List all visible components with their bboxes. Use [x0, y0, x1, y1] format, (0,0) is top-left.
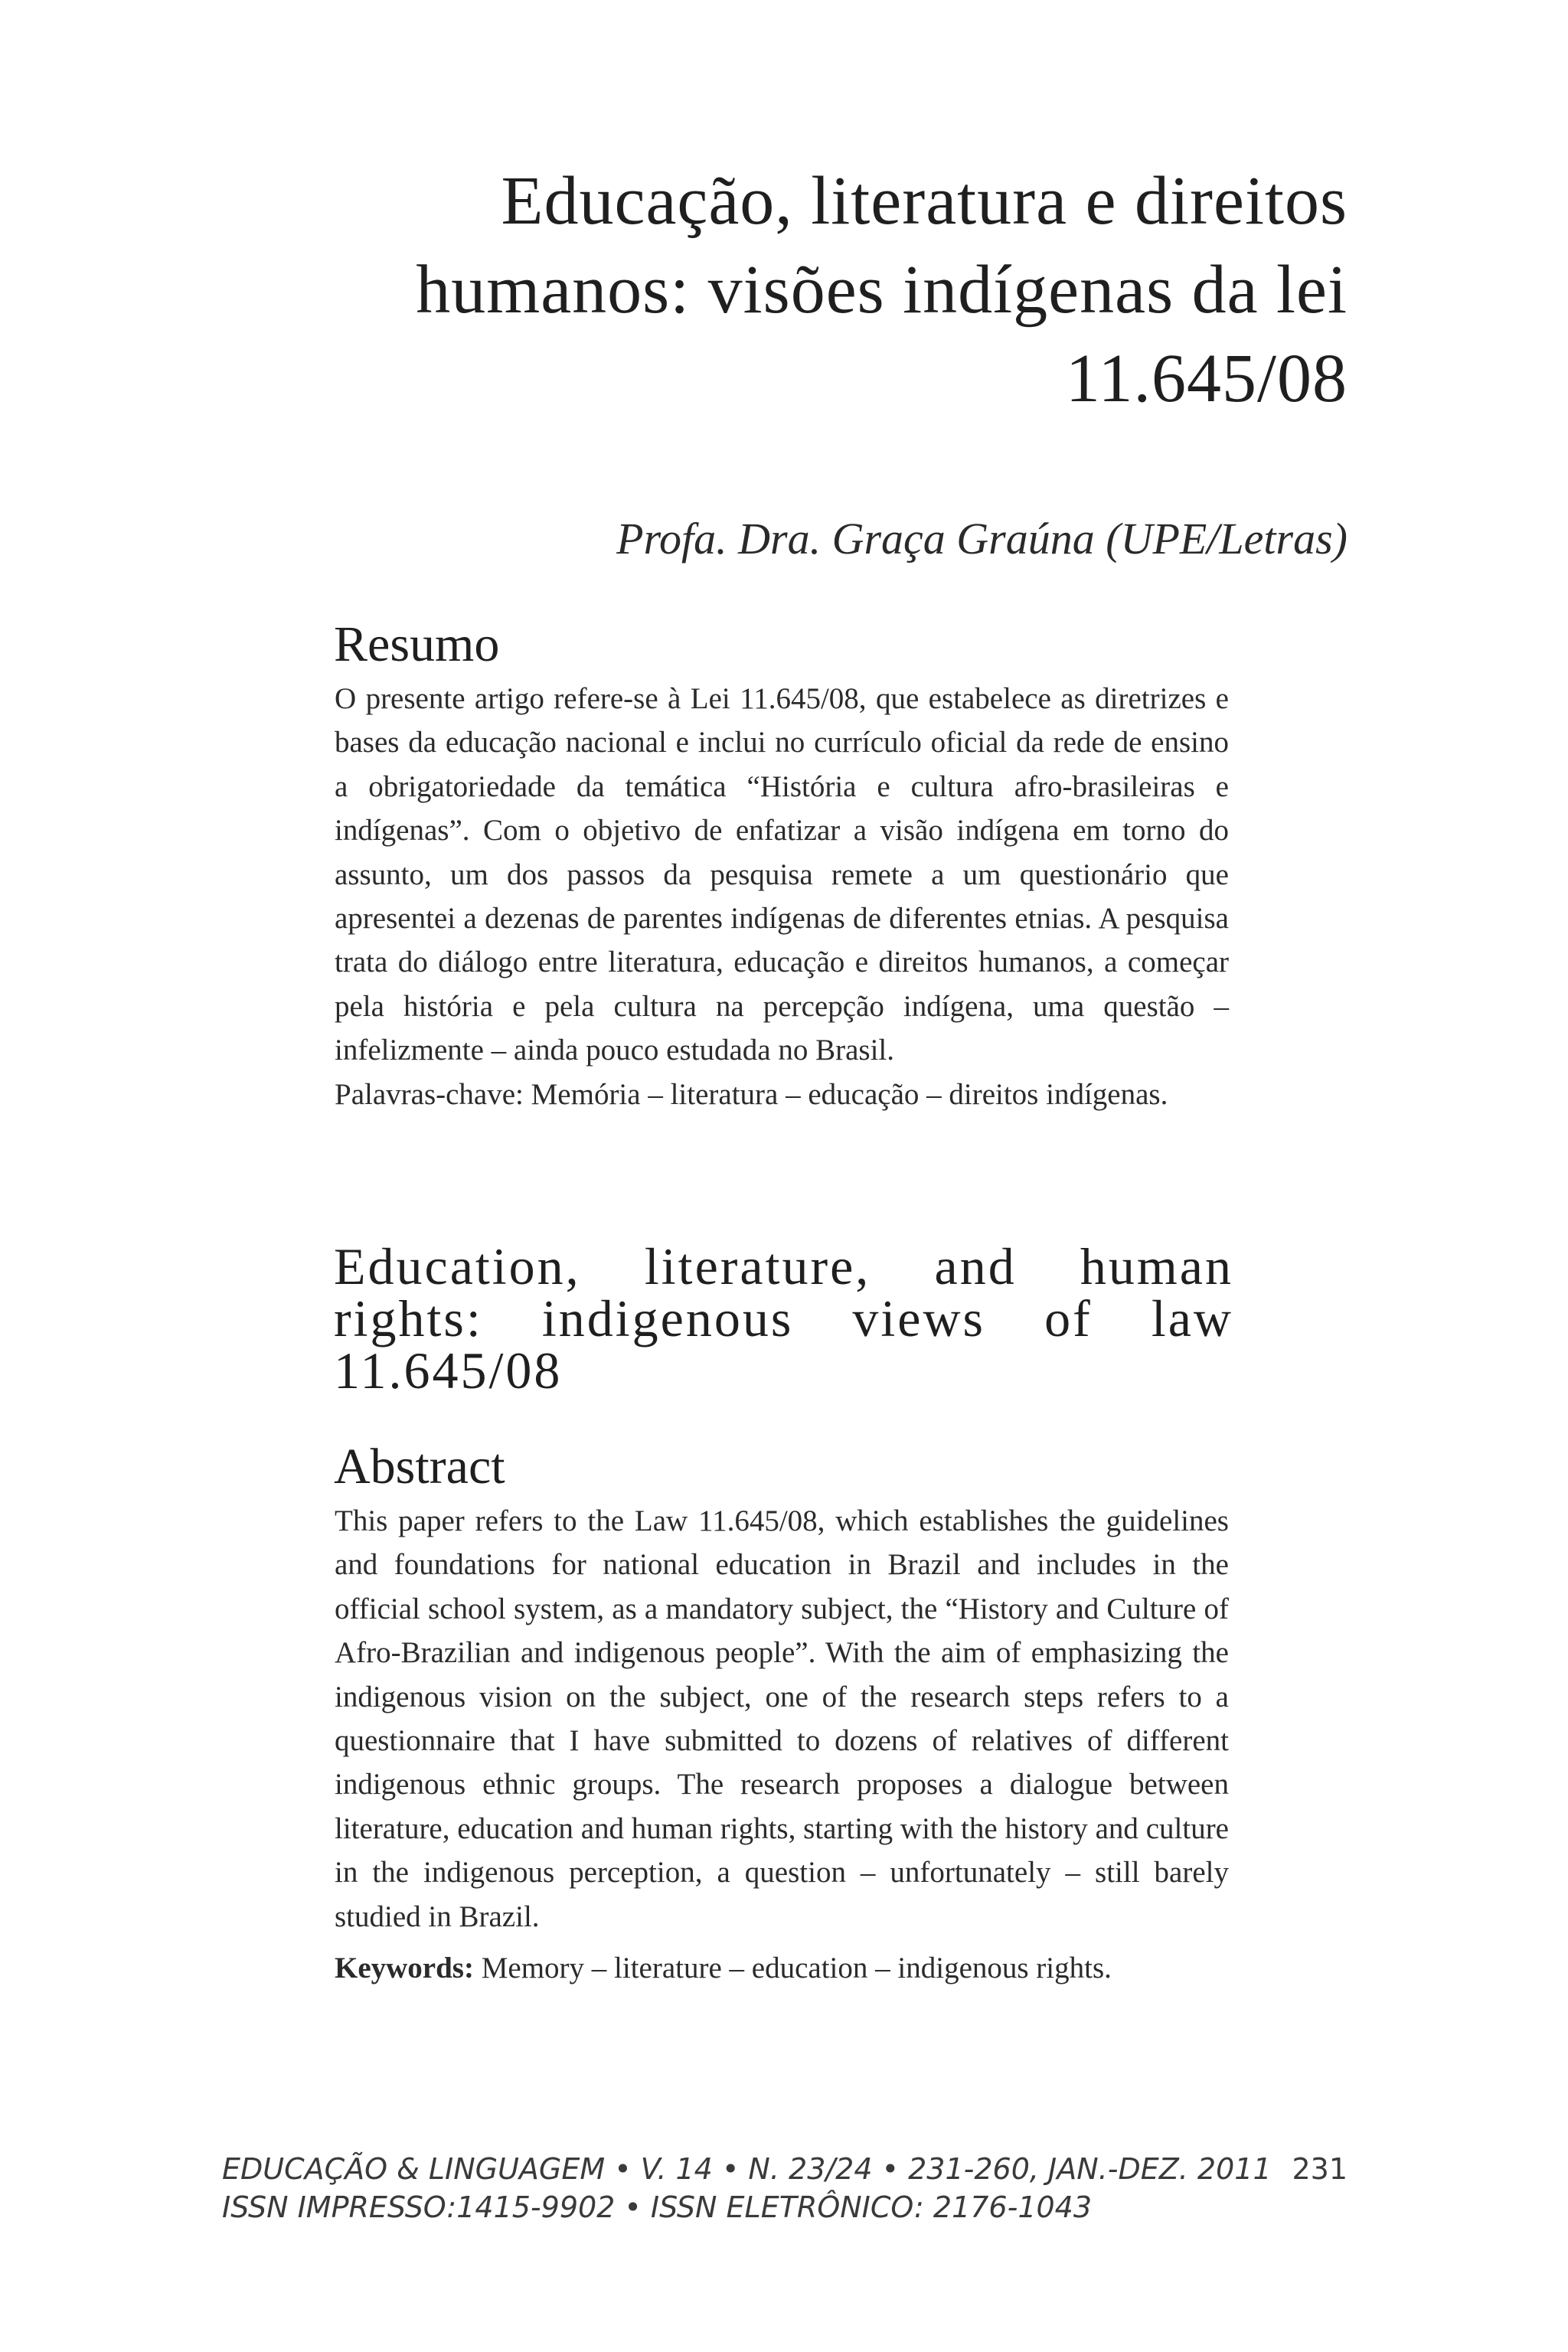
- footer-issn-line: ISSN IMPRESSO:1415-9902 • ISSN ELETRÔNICO: 2176-1043: [222, 2190, 1093, 2224]
- abstract-body: This paper refers to the Law 11.645/08, which establishes the guidelines and foundations for national education in Brazil and includes in the official school system, as a mandatory subject, the “History and Culture of Afro-Brazilian and indigenous people”. With the aim of emphasizing the indigenous vision on the subject, one of the research steps refers to a questionnaire that I have submitted to dozens of relatives of different indigenous ethnic groups. The research proposes a dialogue between literature, education and human rights, starting with the history and culture in the indigenous perception, a question – unfortunately – still barely studied in Brazil.: [335, 1504, 1229, 1933]
- abstract-section: [335, 1499, 1229, 1992]
- abstract-keywords: [335, 1945, 1229, 1992]
- title-line-2: humanos: visões indígenas da lei: [416, 252, 1348, 328]
- resumo-body: O presente artigo refere-se à Lei 11.645/08, que estabelece as diretrizes e bases da educação nacional e inclui no currículo oficial da rede de ensino a obrigatoriedade da temática “História e cultura afro-brasileiras e indígenas”. Com o objetivo de enfatizar a visão indígena em torno do assunto, um dos passos da pesquisa remete a um questionário que apresentei a dezenas de parentes indígenas de diferentes etnias. A pesquisa trata do diálogo entre literatura, educação e direitos humanos, a começar pela história e pela cultura na percepção indígena, uma questão – infelizmente – ainda pouco estudada no Brasil.: [335, 682, 1229, 1067]
- keywords-label: Keywords:: [335, 1952, 474, 1985]
- resumo-section: [335, 677, 1229, 1116]
- author-byline: Profa. Dra. Graça Graúna (UPE/Letras): [616, 514, 1348, 564]
- page-number: 231: [1292, 2152, 1348, 2186]
- footer-journal-line: EDUCAÇÃO & LINGUAGEM • V. 14 • N. 23/24 • 231-260, JAN.-DEZ. 2011: [222, 2152, 1272, 2186]
- title-line-3: 11.645/08: [1065, 341, 1348, 416]
- abstract-heading: Abstract: [334, 1439, 505, 1494]
- keywords-value: Memory – literature – education – indigenous rights.: [481, 1952, 1112, 1985]
- resumo-heading: Resumo: [334, 616, 500, 672]
- article-title: [230, 157, 1348, 423]
- footer-citation: [222, 2150, 1272, 2226]
- english-title: Education, literature, and human rights: indigenous views of law 11.645/08: [334, 1237, 1233, 1400]
- resumo-keywords: Palavras-chave: Memória – literatura – educação – direitos indígenas.: [335, 1077, 1168, 1111]
- title-line-1: Educação, literatura e direitos: [501, 163, 1348, 239]
